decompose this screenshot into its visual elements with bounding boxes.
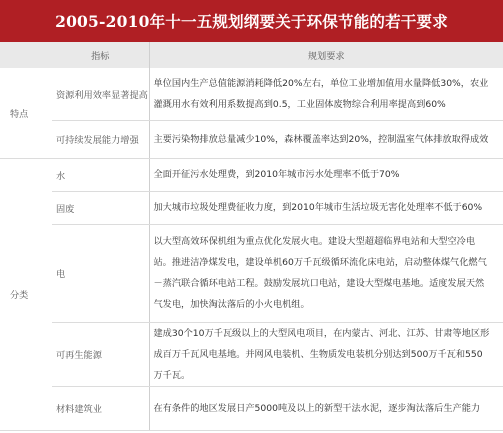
header-requirement: 规划要求 <box>149 42 503 68</box>
indicator-cell: 可再生能源 <box>52 322 149 386</box>
table-row <box>0 120 503 158</box>
table-row <box>0 191 503 224</box>
indicator-cell: 可持续发展能力增强 <box>52 120 149 158</box>
table-row <box>0 386 503 430</box>
indicator-cell: 资源利用效率显著提高 <box>52 68 149 120</box>
requirement-cell: 在有条件的地区发展日产5000吨及以上的新型干法水泥，逐步淘汰落后生产能力 <box>149 386 503 430</box>
table-row <box>0 158 503 191</box>
requirement-cell: 加大城市垃圾处理费征收力度，到2010年城市生活垃圾无害化处理率不低于60% <box>149 191 503 224</box>
requirement-cell: 以大型高效环保机组为重点优化发展火电。建设大型超超临界电站和大型空冷电站。推进洁净煤发电，建设单机60万千瓦级循环流化床电站，启动整体煤气化燃气－蒸汽联合循环电站工程。鼓励发展坑口电站，建设大型煤电基地。适度发展天然气发电，加快淘汰落后的小火电机组。 <box>149 224 503 322</box>
category-cell: 特点 <box>0 68 52 158</box>
requirement-cell: 建成30个10万千瓦级以上的大型风电项目，在内蒙古、河北、江苏、甘肃等地区形成百万千瓦风电基地。并网风电装机、生物质发电装机分别达到500万千瓦和550万千瓦。 <box>149 322 503 386</box>
table-header-row <box>0 42 503 68</box>
requirement-cell: 单位国内生产总值能源消耗降低20%左右，单位工业增加值用水量降低30%，农业灌溉用水有效利用系数提高到0.5，工业固体废物综合利用率提高到60% <box>149 68 503 120</box>
requirements-table <box>0 42 503 431</box>
requirement-cell: 主要污染物排放总量减少10%，森林覆盖率达到20%，控制温室气体排放取得成效 <box>149 120 503 158</box>
requirement-cell: 全面开征污水处理费，到2010年城市污水处理率不低于70% <box>149 158 503 191</box>
table-title: 2005-2010年十一五规划纲要关于环保节能的若干要求 <box>0 0 503 42</box>
table-row <box>0 68 503 120</box>
indicator-cell: 电 <box>52 224 149 322</box>
table-row <box>0 322 503 386</box>
category-cell: 分类 <box>0 158 52 430</box>
header-category <box>0 42 52 68</box>
indicator-cell: 材料建筑业 <box>52 386 149 430</box>
indicator-cell: 水 <box>52 158 149 191</box>
indicator-cell: 固废 <box>52 191 149 224</box>
table-row <box>0 224 503 322</box>
header-indicator: 指标 <box>91 51 110 62</box>
